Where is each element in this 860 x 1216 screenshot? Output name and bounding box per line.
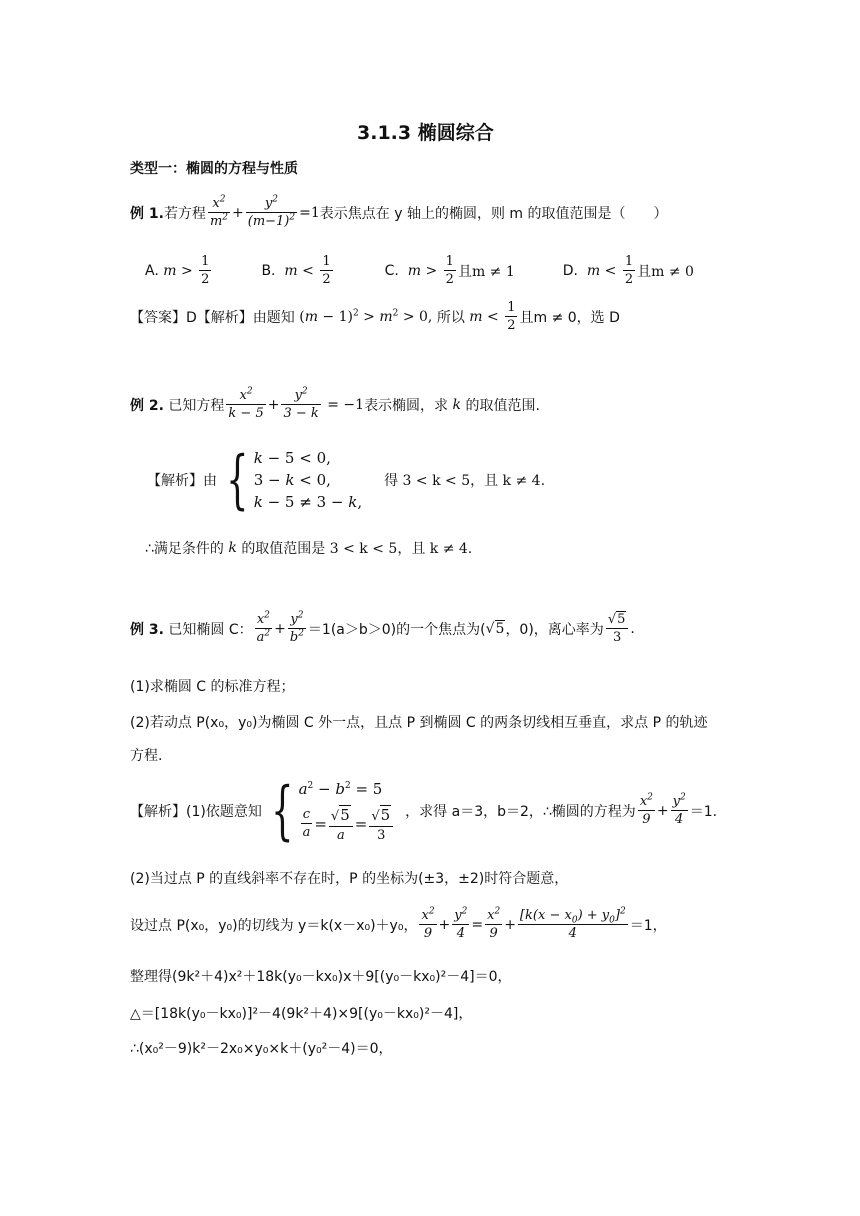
tangent-b: ＝1， — [629, 918, 667, 934]
fraction-y2-4: $\frac{y^2}{4}$ — [672, 792, 686, 827]
tangent-line: 设过点 P(x₀，y₀)的切线为 y＝k(x－x₀)＋y₀， $\frac{x^2}{9}$ + $\frac{y^2}{4}$ = $\frac{x^2}{9}$ + $\frac{[k(x - x_0) + y_0]^2}{4}$ ＝1， — [130, 906, 667, 941]
fraction-x2-9: $\frac{x^2}{9}$ — [639, 792, 653, 827]
analysis-result: 得 3 < k < 5，且 k ≠ 4. — [384, 473, 546, 489]
option-a-label: A. — [145, 263, 159, 279]
example-2-stem: 例 2. 已知方程 $\frac{x^2}{k - 5}$ + $\frac{y^2}{3 - k}$ = −1 表示椭圆，求 k 的取值范围. — [130, 386, 540, 421]
conclusion-a: ∴满足条件的 — [145, 541, 224, 557]
analysis-label: 【解析】由 — [147, 473, 217, 489]
example-2-stem-c: 的取值范围. — [465, 398, 540, 414]
option-b-label: B. — [261, 263, 276, 279]
fraction-y2-4: $\frac{y^2}{4}$ — [454, 906, 468, 941]
fraction-x2-9: $\frac{x^2}{9}$ — [487, 906, 501, 941]
example-3-stem-c: ，0)，离心率为 — [505, 622, 604, 638]
step-1: 整理得(9k²＋4)x²＋18k(y₀－kx₀)x＋9[(y₀－kx₀)²－4]＝0， — [130, 969, 512, 985]
analysis-a: 【解析】(1)依题意知 — [130, 804, 262, 820]
example-1-options: A. m > $\frac{1}{2}$ B. m < $\frac{1}{2}$ C. m > $\frac{1}{2}$ 且m ≠ 1 D. m < $\frac{1}{2}$ 且m ≠ 0 — [145, 254, 694, 287]
option-c-tail: 且m ≠ 1 — [457, 264, 515, 280]
left-brace: { — [226, 443, 249, 517]
example-1-answer: 【答案】D【解析】由题知 $(m - 1)^2 > m^2 > 0$, 所以 m < $\frac{1}{2}$ 且m ≠ 0，选 D — [130, 300, 620, 333]
example-2-stem-a: 已知方程 — [168, 398, 225, 414]
example-3-analysis: 【解析】(1)依题意知 { $a^2 - b^2 = 5$ $\frac{c}{a}$ = $\frac{√5}{a}$ = $\frac{√5}{3}$ ，求得 a＝3，b＝2，∴椭圆的方程为 $\frac{x^2}{9}$ + $\frac{y^2}{4}$ ＝1. — [130, 774, 718, 848]
example-2-label: 例 2. — [130, 398, 164, 414]
answer-b: 所以 — [436, 310, 465, 326]
conclusion-b: 的取值范围是 3 < k < 5，且 k ≠ 4. — [241, 541, 473, 557]
sqrt-5: √5 — [485, 621, 505, 637]
fraction-tangent-4: $\frac{[k(x - x_0) + y_0]^2}{4}$ — [519, 906, 626, 941]
part-2-intro: (2)当过点 P 的直线斜率不存在时，P 的坐标为(±3，±2)时符合题意， — [130, 871, 569, 887]
fraction-half: $\frac{1}{2}$ — [624, 254, 634, 287]
fraction-x2-m2: $\frac{x^2}{m^2}$ — [209, 194, 228, 229]
analysis-c: ＝1. — [689, 804, 718, 820]
fraction-y2-3k: $\frac{y^2}{3 - k}$ — [283, 386, 319, 421]
example-1-stem-a: 若方程 — [163, 206, 206, 222]
example-2-stem-b: 表示椭圆，求 — [364, 398, 449, 414]
fraction-x2-k5: $\frac{x^2}{k - 5}$ — [228, 386, 264, 421]
answer-c: 且m ≠ 0，选 D — [519, 310, 620, 326]
question-2-line-2: 方程. — [130, 748, 163, 764]
option-c-label: C. — [384, 263, 399, 279]
analysis-b: ，求得 a＝3，b＝2，∴椭圆的方程为 — [405, 804, 636, 820]
tangent-a: 设过点 P(x₀，y₀)的切线为 y＝k(x－x₀)＋y₀， — [130, 918, 418, 934]
example-1-label: 例 1. — [130, 206, 164, 222]
fraction-half: $\frac{1}{2}$ — [322, 254, 331, 287]
question-1: (1)求椭圆 C 的标准方程； — [130, 679, 295, 695]
inequality-system: k − 5 < 0, 3 − k < 0, k − 5 ≠ 3 − k, — [253, 449, 363, 511]
example-2-conclusion: ∴满足条件的 k 的取值范围是 3 < k < 5，且 k ≠ 4. — [145, 540, 473, 557]
fraction-half: $\frac{1}{2}$ — [201, 254, 210, 287]
example-3-stem-b: ＝1(a＞b＞0)的一个焦点为( — [307, 622, 486, 638]
example-1-stem: 例 1. 若方程 $\frac{x^2}{m^2}$ + $\frac{y^2}{(m-1)^2}$ =1 表示焦点在 y 轴上的椭圆，则 m 的取值范围是（ ） — [130, 194, 668, 229]
example-1-stem-b: 表示焦点在 y 轴上的椭圆，则 m 的取值范围是（ ） — [319, 206, 668, 222]
fraction-y2-b2: $\frac{y^2}{b^2}$ — [289, 610, 304, 645]
option-d-label: D. — [562, 263, 579, 279]
fraction-half: $\frac{1}{2}$ — [507, 300, 516, 333]
fraction-y2-m1: $\frac{y^2}{(m-1)^2}$ — [247, 194, 296, 229]
equation-system: $a^2 - b^2 = 5$ $\frac{c}{a}$ = $\frac{√5}{a}$ = $\frac{√5}{3}$ — [299, 778, 396, 844]
example-3-stem: 例 3. 已知椭圆 C： $\frac{x^2}{a^2}$ + $\frac{y^2}{b^2}$ ＝1(a＞b＞0)的一个焦点为( √5 ，0)，离心率为 $\frac{√5}{3}$ . — [130, 610, 635, 645]
example-2-analysis — [147, 443, 546, 517]
page-title: 3.1.3 椭圆综合 — [357, 122, 494, 144]
answer-a: 【答案】D【解析】由题知 — [130, 310, 295, 326]
fraction-x2-9: $\frac{x^2}{9}$ — [421, 906, 435, 941]
option-d-tail: 且m ≠ 0 — [637, 264, 694, 280]
step-2: △＝[18k(y₀－kx₀)]²－4(9k²＋4)×9[(y₀－kx₀)²－4]， — [130, 1006, 473, 1022]
fraction-x2-a2: $\frac{x^2}{a^2}$ — [256, 610, 271, 645]
fraction-half: $\frac{1}{2}$ — [445, 254, 454, 287]
left-brace: { — [271, 774, 294, 848]
step-3: ∴(x₀²－9)k²－2x₀×y₀×k＋(y₀²－4)＝0， — [130, 1041, 393, 1057]
section-heading: 类型一：椭圆的方程与性质 — [130, 161, 298, 177]
fraction-sqrt5-3: $\frac{√5}{3}$ — [606, 612, 629, 646]
question-2-line-1: (2)若动点 P(x₀，y₀)为椭圆 C 外一点，且点 P 到椭圆 C 的两条切线相互垂直，求点 P 的轨迹 — [130, 715, 708, 731]
example-3-stem-a: 已知椭圆 C： — [168, 622, 253, 638]
example-3-label: 例 3. — [130, 622, 164, 638]
